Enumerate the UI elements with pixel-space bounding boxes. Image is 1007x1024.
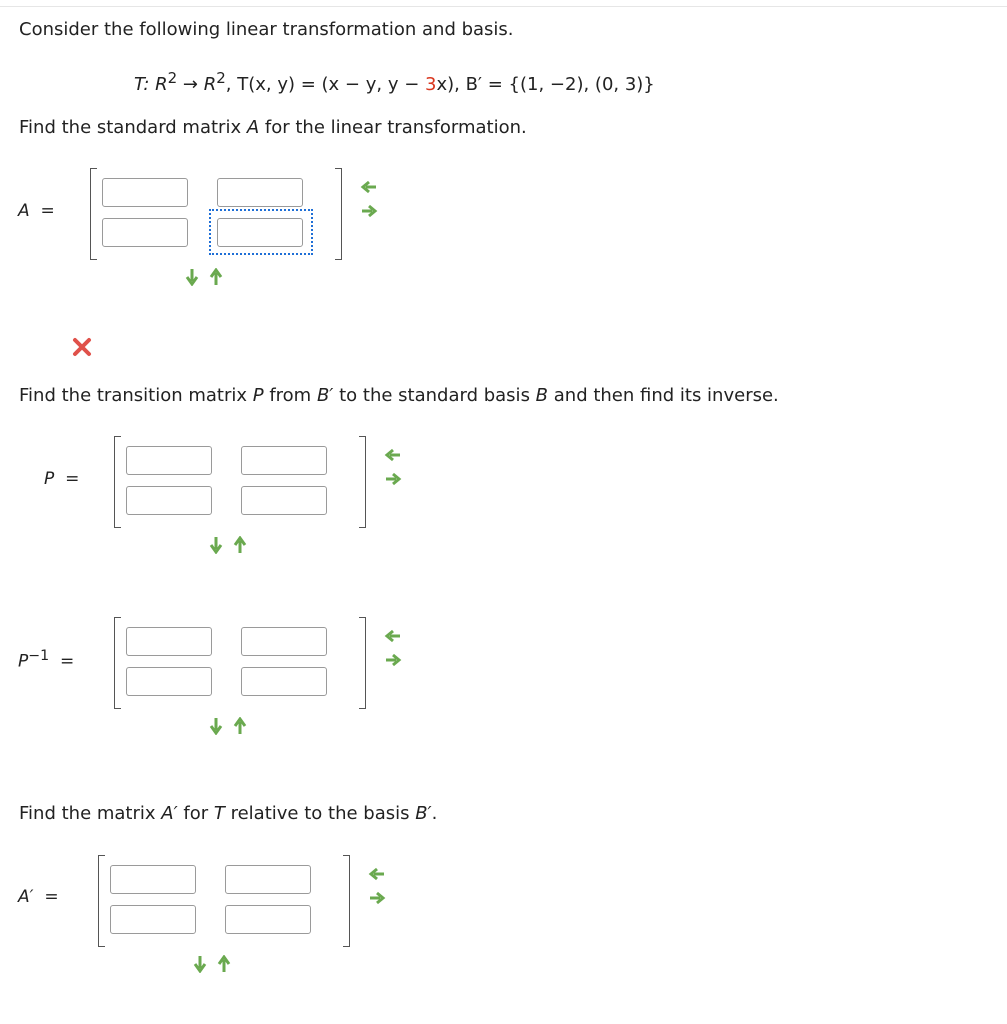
add-row-arrow-icon[interactable] [191,955,209,973]
matrix-p-label: P = [44,469,80,489]
matrix-a-prime-cell-2-1[interactable] [110,905,196,934]
highlighted-coefficient: 3 [425,74,437,95]
matrix-a-cell-2-1[interactable] [102,218,188,247]
matrix-p-cell-2-1[interactable] [126,486,212,515]
rule-part: x), B′ = {(1, −2), (0, 3)} [436,74,655,95]
add-row-arrow-icon[interactable] [207,536,225,554]
matrix-a-cell-1-2[interactable] [217,178,303,207]
focus-ring [209,209,313,255]
add-row-arrow-icon[interactable] [207,717,225,735]
matrix-a-prime-label: A′ = [18,887,59,907]
remove-column-arrow-icon[interactable] [384,627,402,645]
matrix-a-prime-cell-1-2[interactable] [225,865,311,894]
exponent: 2 [216,69,226,87]
matrix-p-inverse-label: $P^{-1}$ = [18,648,75,672]
t-prefix: T: R [134,74,168,95]
remove-row-arrow-icon[interactable] [231,717,249,735]
matrix-a [90,168,342,260]
add-column-arrow-icon[interactable] [368,889,386,907]
t-arrow: → R [177,74,217,95]
add-column-arrow-icon[interactable] [360,202,378,220]
matrix-p-inverse-cell-1-1[interactable] [126,627,212,656]
matrix-a-cell-1-1[interactable] [102,178,188,207]
question-transition-matrix: Find the transition matrix P from B′ to the standard basis B and then find its inverse. [19,385,779,406]
matrix-p-cell-1-2[interactable] [241,446,327,475]
matrix-p [114,436,366,528]
rule-part: , T(x, y) = (x − y, y − [225,74,426,95]
right-bracket [359,436,366,528]
left-bracket [98,855,105,947]
matrix-a-prime-cell-1-1[interactable] [110,865,196,894]
matrix-p-cell-2-2[interactable] [241,486,327,515]
left-bracket [114,617,121,709]
matrix-a-label: A = [18,201,55,221]
remove-column-arrow-icon[interactable] [384,446,402,464]
remove-row-arrow-icon[interactable] [231,536,249,554]
matrix-p-inverse-cell-2-2[interactable] [241,667,327,696]
right-bracket [335,168,342,260]
right-bracket [359,617,366,709]
remove-column-arrow-icon[interactable] [368,865,386,883]
top-divider [0,6,1007,7]
remove-row-arrow-icon[interactable] [207,268,225,286]
intro-text: Consider the following linear transformation and basis. [19,19,514,40]
matrix-p-inverse-cell-2-1[interactable] [126,667,212,696]
right-bracket [343,855,350,947]
question-standard-matrix: Find the standard matrix A for the linear transformation. [19,117,527,138]
add-column-arrow-icon[interactable] [384,651,402,669]
matrix-p-inverse-cell-1-2[interactable] [241,627,327,656]
matrix-p-inverse [114,617,366,709]
incorrect-x-icon [71,337,93,357]
exponent: 2 [167,69,178,87]
question-matrix-a-prime: Find the matrix A′ for T relative to the basis B′. [19,803,438,824]
matrix-a-prime-cell-2-2[interactable] [225,905,311,934]
add-row-arrow-icon[interactable] [183,268,201,286]
add-column-arrow-icon[interactable] [384,470,402,488]
left-bracket [90,168,97,260]
left-bracket [114,436,121,528]
matrix-a-prime [98,855,350,947]
matrix-p-cell-1-1[interactable] [126,446,212,475]
remove-column-arrow-icon[interactable] [360,178,378,196]
transformation-definition [134,69,655,95]
remove-row-arrow-icon[interactable] [215,955,233,973]
